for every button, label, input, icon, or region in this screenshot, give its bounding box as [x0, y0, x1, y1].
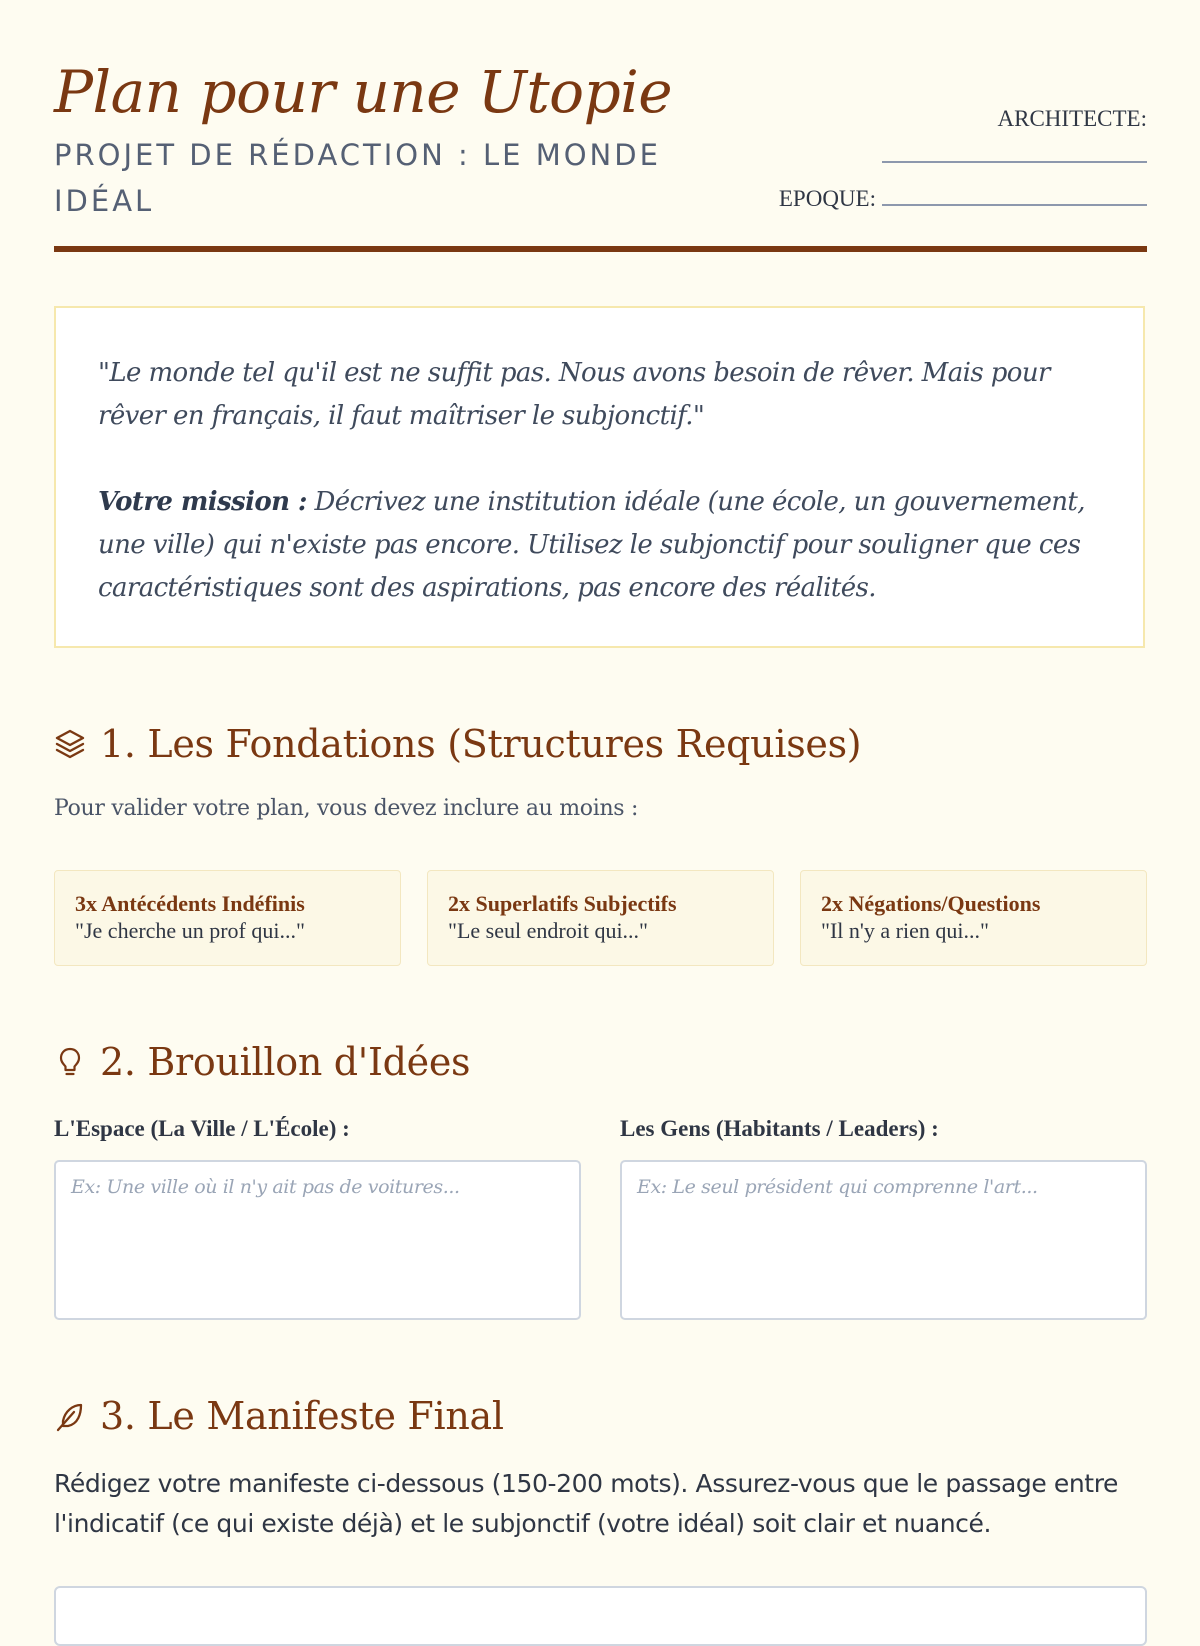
mission-label: Votre mission :	[98, 487, 307, 517]
mission-text: Décrivez une institution idéale (une école, un gouvernement, une ville) qui n'existe pas encore. Utilisez le subjonctif pour souligner que ces caractéristiques sont des aspirations, pas encore des réalités.	[98, 487, 1085, 603]
epoque-label: EPOQUE:	[778, 186, 876, 211]
section-2-title: 2. Brouillon d'Idées	[100, 1040, 471, 1084]
requirement-card	[800, 870, 1147, 966]
requirement-title: 3x Antécédents Indéfinis	[75, 891, 305, 916]
section-1-title: 1. Les Fondations (Structures Requises)	[100, 722, 862, 766]
mission-instructions	[98, 481, 1101, 610]
feather-pen-icon	[54, 1399, 86, 1433]
requirements-cards	[54, 870, 1147, 966]
section-3-heading	[54, 1394, 504, 1438]
requirement-example: "Le seul endroit qui..."	[448, 918, 649, 943]
layers-icon	[54, 727, 86, 761]
requirement-card	[54, 870, 401, 966]
space-ideas-input[interactable]	[54, 1160, 581, 1320]
requirement-title: 2x Superlatifs Subjectifs	[448, 891, 677, 916]
space-label: L'Espace (La Ville / L'École) :	[54, 1116, 350, 1141]
section-2-heading	[54, 1040, 470, 1084]
page-title: Plan pour une Utopie	[54, 58, 673, 126]
people-label: Les Gens (Habitants / Leaders) :	[620, 1116, 939, 1141]
worksheet-page	[54, 0, 1147, 1600]
architect-input-line[interactable]	[882, 161, 1147, 163]
requirement-example: "Il n'y a rien qui..."	[821, 918, 989, 943]
requirement-card	[427, 870, 774, 966]
people-ideas-input[interactable]	[620, 1160, 1147, 1320]
epoque-field	[779, 186, 1147, 212]
requirement-title: 2x Négations/Questions	[821, 891, 1041, 916]
header-divider	[54, 246, 1147, 252]
requirement-example: "Je cherche un prof qui..."	[75, 918, 305, 943]
mission-quote: "Le monde tel qu'il est ne suffit pas. Nous avons besoin de rêver. Mais pour rêver en français, il faut maîtriser le subjonctif."	[98, 358, 1050, 431]
architect-field	[998, 106, 1148, 132]
page-subtitle: PROJET DE RÉDACTION : LE MONDE IDÉAL	[54, 138, 661, 218]
section-1-intro: Pour valider votre plan, vous devez inclure au moins :	[54, 796, 639, 821]
header	[54, 56, 1147, 256]
manifesto-input[interactable]	[54, 1586, 1147, 1646]
architect-label: ARCHITECTE:	[997, 106, 1147, 131]
epoque-input-line[interactable]	[882, 204, 1147, 206]
lightbulb-icon	[54, 1045, 86, 1079]
section-3-intro: Rédigez votre manifeste ci-dessous (150-200 mots). Assurez-vous que le passage entre l'indicatif (ce qui existe déjà) et le subjonctif (votre idéal) soit clair et nuancé.	[54, 1469, 1119, 1538]
section-3-title: 3. Le Manifeste Final	[100, 1394, 504, 1438]
mission-box	[54, 306, 1145, 648]
section-1-heading	[54, 722, 861, 766]
